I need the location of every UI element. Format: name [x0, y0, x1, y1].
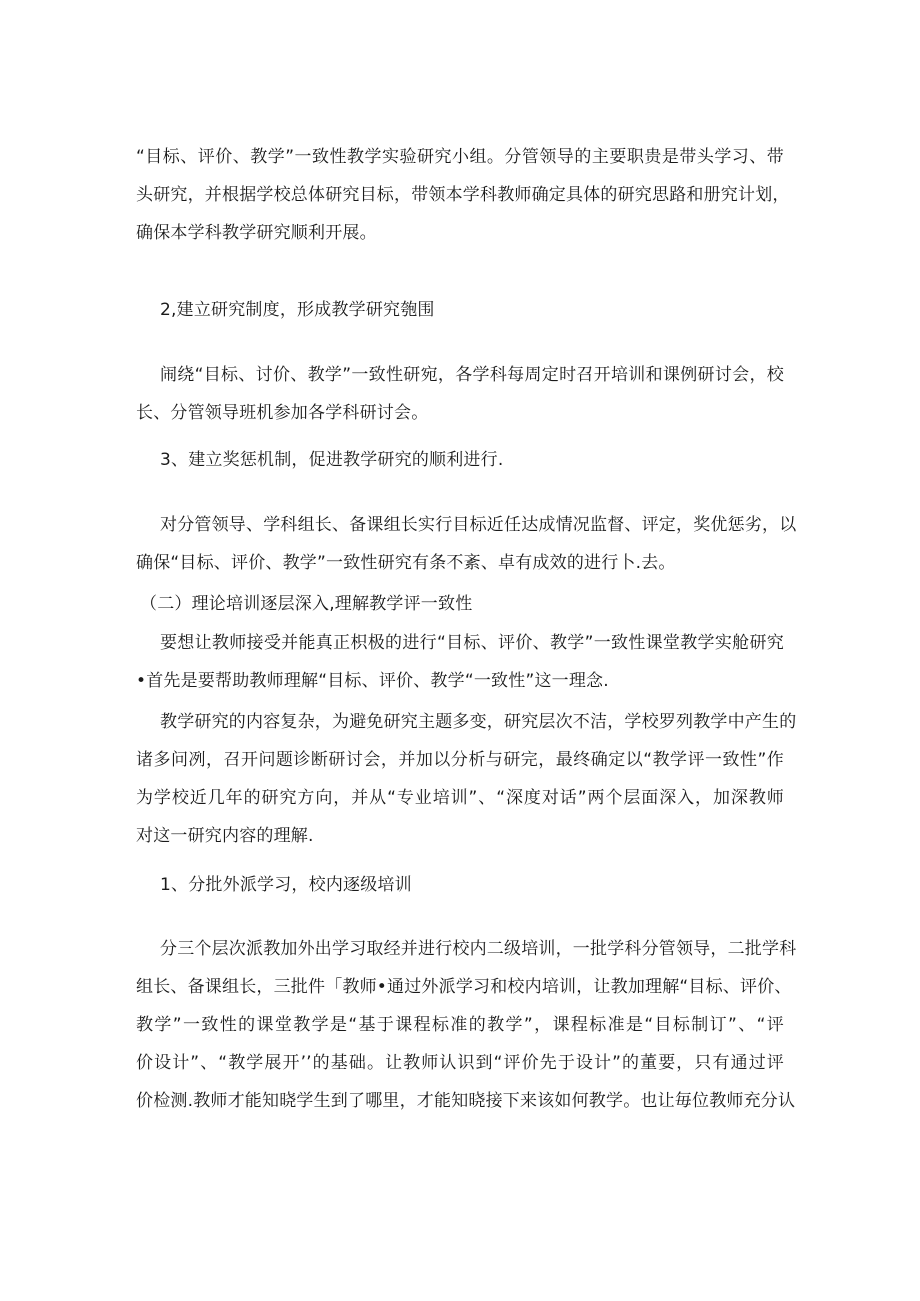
text-line: 诸多问冽，召开问题诊断研讨会，并加以分析与研完，最终确定以“教学评一致性”作: [136, 750, 784, 770]
text-line: 价设计”、“教学展开’’的基础。让教师认识到“评价先于设计”的董要，只有通过评: [136, 1053, 784, 1073]
text-line: “目标、评价、教学”一致性教学实验研究小组。分管领导的主要职贵是带头学习、带: [136, 147, 784, 167]
text-line: 组长、备课组长，三批件「教师•通过外派学习和校内培训，让教加理解“目标、评价、: [136, 977, 792, 997]
text-line: 对这一研究内容的理解.: [136, 826, 314, 846]
text-line: 确保本学科教学研究顺利开展。: [136, 223, 377, 243]
text-line: 确保“目标、评价、教学”一致性研究有条不紊、卓有成效的进行卜.去。: [136, 553, 676, 573]
section-heading: 2,建立研究制度，形成教学研究匏围: [160, 300, 435, 320]
section-heading: 3、建立奖惩机制，促进教学研究的顺利进行.: [160, 450, 504, 470]
text-line: 头研究，并根据学校总体研究目标，带领本学科教师确定具体的研究思路和册究计划，: [136, 185, 790, 205]
section-heading: （二）理论培训逐层深入,理解教学评一致性: [140, 594, 473, 614]
text-line: •首先是要帮助教师理解“目标、评价、教学“一致性”这一理念.: [136, 671, 609, 691]
text-line: 教学研究的内容复杂，为避免研究主题多变，研究层次不洁，学校罗列教学中产生的: [160, 712, 797, 732]
text-line: 长、分管领导班机参加各学科研讨会。: [136, 403, 429, 423]
text-line: 分三个层次派教加外出学习取经并进行校内二级培训，一批学科分管领导，二批学科: [160, 939, 797, 959]
text-line: 要想让教师接受并能真正枳极的进行“目标、评价、教学”一致性课堂教学实舱研究: [160, 633, 784, 653]
text-line: 价检测.教师才能知晓学生到了哪里，才能知晓接下来该如何教学。也让毎位教师充分认: [136, 1091, 796, 1111]
text-line: 教学”一致性的课堂教学是“基于课程标准的教学”，课程标准是“目标制订”、“评: [136, 1015, 784, 1035]
text-line: 闹绕“目标、讨价、教学”一致性研宛，各学科每周定时召开培训和课例研讨会，校: [160, 365, 784, 385]
section-heading: 1、分批外派学习，校内逐级培训: [160, 875, 412, 895]
text-line: 为学校近几年的研究方向，并从“专业培训”、“深度对话”两个层面深入，加深教师: [136, 788, 784, 808]
text-line: 对分管领导、学科组长、备课组长实行目标近任达成情况监督、评定，奖优惩劣，以: [160, 515, 797, 535]
